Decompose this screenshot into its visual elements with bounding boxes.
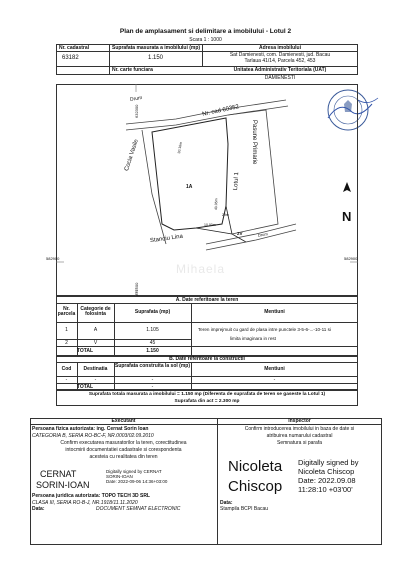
scale-label: Scara 1 : 1000 <box>189 37 222 43</box>
parcel-2v-line <box>226 206 232 234</box>
row-2-supr: 45 <box>149 340 156 346</box>
col-mentiuni: Mentiuni <box>264 309 285 315</box>
adresa-label: Adresa imobilului <box>259 45 301 51</box>
total-label: TOTAL <box>76 348 94 354</box>
dimension-label: 30.10m <box>176 141 183 154</box>
uat-label: Unitatea Administrativ Teritoriala (UAT) <box>233 67 327 73</box>
executant-line5: acesteia cu realitatea din teren <box>89 454 158 460</box>
inspector-stampila: Stampila BCPI Bacau <box>220 506 269 512</box>
watermark: Mihaela <box>176 262 226 276</box>
executant-sig-name1: CERNAT <box>40 469 77 479</box>
executant-data-label: Data: <box>32 506 45 512</box>
col-suprafata-constr: Suprafata construita la sol (mp) <box>114 363 190 369</box>
dash-cell: - <box>273 377 276 383</box>
dash-cell: - <box>65 377 68 383</box>
row-1-cat: A <box>93 327 98 333</box>
total-value: 1.150 <box>146 348 159 354</box>
col-suprafata: Suprafata (mp) <box>134 309 171 315</box>
executant-line4: intocmirii documentatiei cadastrale si corespondenta <box>65 447 182 453</box>
divider <box>56 303 358 304</box>
divider <box>30 424 382 425</box>
inspector-sig-name2: Chiscop <box>228 478 283 495</box>
col-categorie: Categorie de folosinta <box>80 306 111 317</box>
row-2-cat: V <box>93 340 98 346</box>
adresa-line2: Tarlaua 41/14, Parcela 452, 453 <box>244 58 316 64</box>
dimension-label: 40.05m <box>213 198 219 211</box>
document-title: Plan de amplasament si delimitare a imobilului - Lotul 2 <box>119 28 292 35</box>
dash-cell: - <box>151 377 154 383</box>
road-top-edge2 <box>126 106 288 130</box>
executant-clasa: CLASA III, SERIA RO-B-J, NR.1918/11.11.2020 <box>32 500 138 506</box>
col-destinatia: Destinatia <box>83 366 108 372</box>
inspector-sig-text4: 11:28:10 +03'00' <box>298 485 353 494</box>
summary-line2: Suprafata din act = 2.300 mp <box>174 399 240 404</box>
inspector-line2: atribuirea numarului cadastral <box>266 433 333 439</box>
carte-funciara-label: Nr. carte funciara <box>112 67 153 73</box>
nr-cad-label: Nr. cad 60352 <box>201 104 240 118</box>
executant-title: Executant <box>111 418 136 424</box>
parcel-1a-outline <box>152 118 228 230</box>
uat-value: DAMIENESTI <box>264 75 296 81</box>
inspector-line1: Confirm introducerea imobilului in baza de date si <box>244 426 355 432</box>
suprafata-label: Suprafata masurata a imobilului (mp) <box>112 45 201 51</box>
total-b-label: TOTAL <box>76 384 94 390</box>
parcel-1a-label: 1A <box>186 184 193 190</box>
dash-cell: - <box>151 384 154 390</box>
coord-left-label: 582900 <box>46 256 60 261</box>
dimension-label: 29m <box>222 213 229 217</box>
executant-sig-small2: SORIN-IOAN <box>106 474 133 479</box>
lotul-1-label: Lotul 1 <box>233 172 241 191</box>
coord-bottom-label: 631500 <box>134 282 139 296</box>
executant-line2: CATEGORIA B, SERIA RO-BC-F, NR.0003/02.09.2010 <box>32 433 154 439</box>
north-label: N <box>342 209 352 224</box>
dimension-label: 10.00m <box>204 223 216 227</box>
col-cod: Cod <box>61 366 72 372</box>
mentiuni-line1: Teren imprejmuit cu gard de plasa intre punctele 3-5-6-...-10-11 si <box>198 327 331 332</box>
executant-semnat: DOCUMENT SEMNAT ELECTRONIC <box>96 506 181 512</box>
inspector-line3: Semnatura si parafa <box>276 440 323 446</box>
stanciu-lina-label: Stanciu Lina <box>149 233 184 245</box>
divider <box>56 322 358 323</box>
pasune-primarie-label: Pasune Primarie <box>251 120 257 165</box>
executant-sig-name2: SORIN-IOAN <box>36 480 90 490</box>
divider <box>56 362 358 363</box>
executant-line3: Confirm executarea masuratorilor la teren, corectitudinea <box>60 440 187 446</box>
suprafata-value: 1.150 <box>147 55 163 61</box>
row-1-nr: 1 <box>65 327 68 333</box>
summary-line1: Suprafata totala masurata a imobilului = 1.150 mp (Diferenta de suprafata de teren se gaseste la Lotul 1) <box>88 392 326 397</box>
coord-right-label: 582900 <box>344 256 358 261</box>
road-bottom-edge2 <box>206 230 296 250</box>
north-arrow-icon <box>342 182 352 206</box>
parcel-2v-label: 2V <box>237 231 243 236</box>
section-a-title: A. Date referitoare la teren <box>175 297 239 303</box>
inspector-sig-name1: Nicoleta <box>228 458 283 475</box>
nr-cadastral-value: 63182 <box>62 55 79 61</box>
adresa-line1: Sat Damienesti, com. Damienesti, jud. Bacau <box>229 52 331 58</box>
drum-bottom-label: Drum <box>257 231 269 238</box>
section-b-title: B. Date referitoare la constructii <box>169 356 245 362</box>
col-nr-parcela: Nr. parcela <box>57 306 76 317</box>
executant-juridica: Persoana juridica autorizata: TOPO TECH 3D SRL <box>32 493 150 499</box>
section-a-table <box>56 296 358 356</box>
drum-top-label: Drum <box>129 94 143 104</box>
inspector-title: Inspector <box>288 418 311 424</box>
inspector-sig-text1: Digitally signed by <box>298 458 359 467</box>
executant-line1: Persoana fizica autorizata: ing. Cernat Sorin Ioan <box>32 426 149 432</box>
dash-cell: - <box>94 377 97 383</box>
col-mentiuni-b: Mentiuni <box>264 366 285 372</box>
row-2-nr: 2 <box>65 340 68 346</box>
inspector-sig-text2: Nicoleta Chiscop <box>298 467 355 476</box>
nr-cadastral-label: Nr. cadastral <box>59 45 90 51</box>
cocia-vasile-label: Cocia Vasile <box>124 138 140 172</box>
executant-sig-small1: Digitally signed by CERNAT <box>106 469 162 474</box>
mentiuni-line2: limita imaginara in rest <box>230 336 276 341</box>
coord-top-label: 632300 <box>134 104 139 118</box>
inspector-data-label: Data: <box>220 500 233 506</box>
divider <box>56 346 358 347</box>
row-1-supr: 1.105 <box>146 327 159 333</box>
inspector-sig-text3: Date: 2022.09.08 <box>298 476 356 485</box>
executant-sig-small3: Date: 2022-09-06 14:36+03:00 <box>106 479 168 484</box>
